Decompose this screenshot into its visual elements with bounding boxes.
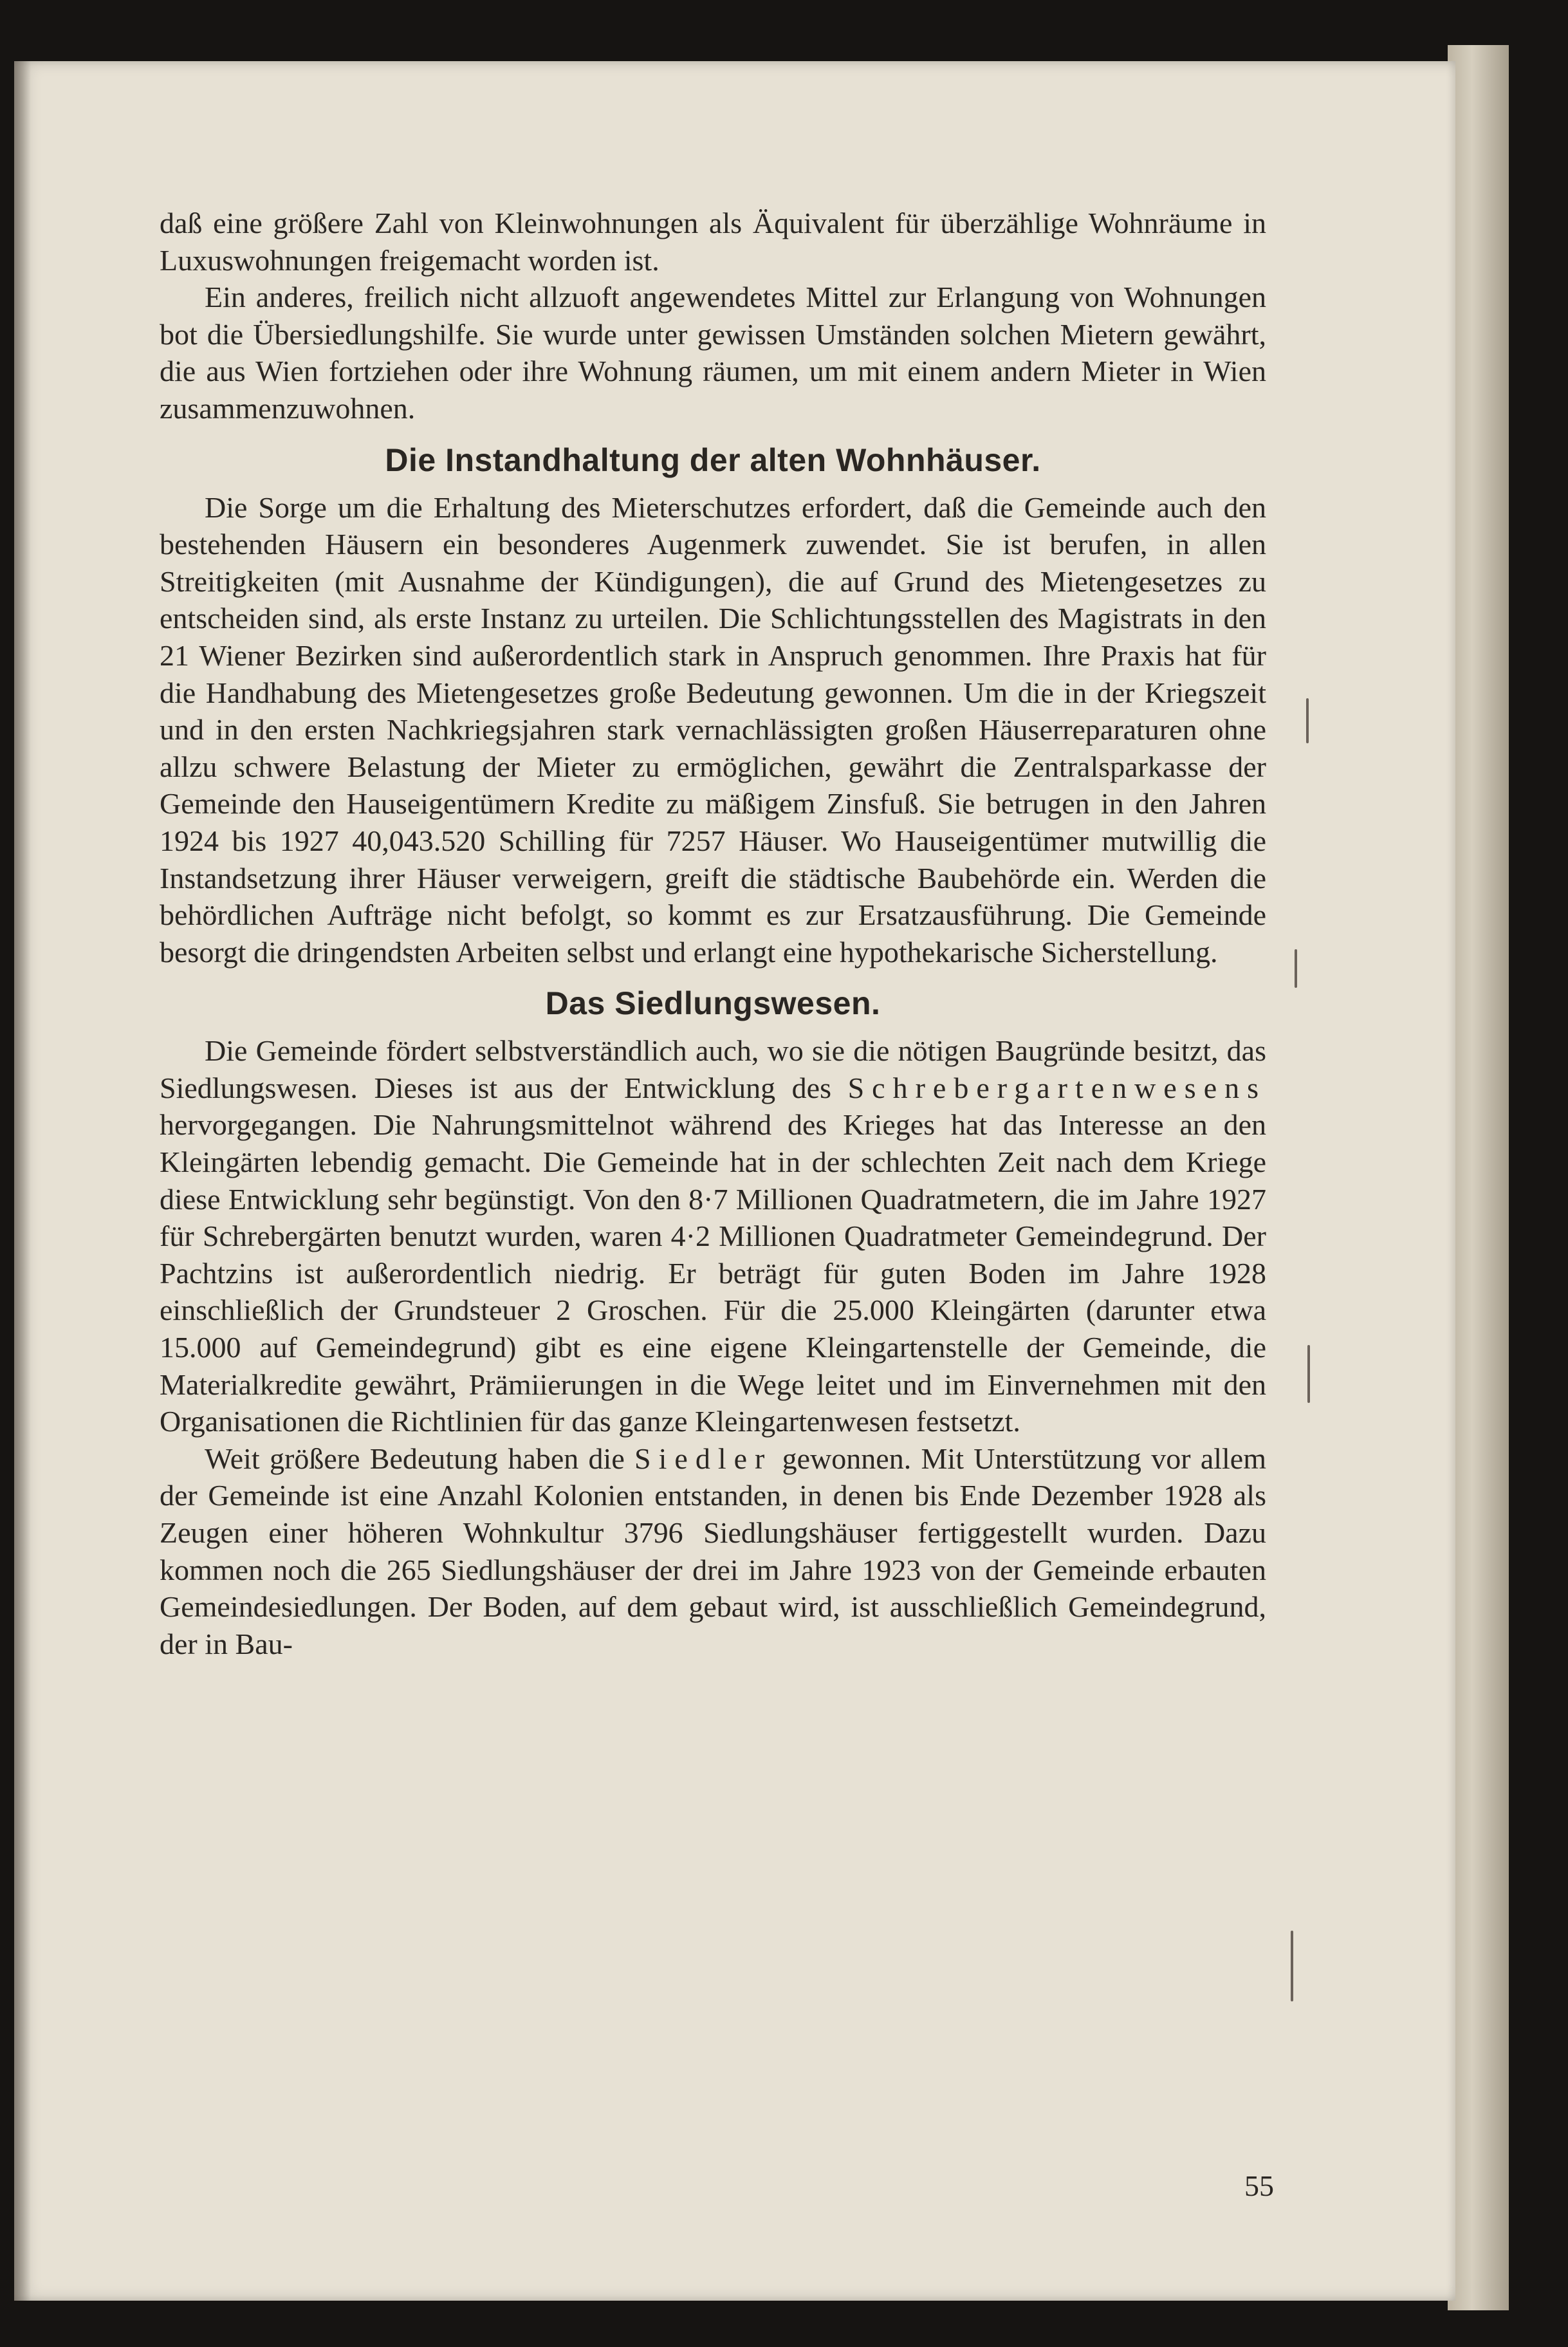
paragraph-siedlungswesen — [160, 1032, 1266, 1440]
paragraph-siedler — [160, 1440, 1266, 1663]
text-run: hervorgegangen. Die Nahrungsmittelnot während des Krieges hat das Interesse an den Kleingärten lebendig gemacht. Die Gemeinde hat in der schlechten Zeit nach dem Kriege diese Entwicklung sehr begünstigt. Von den 8·7 Millionen Quadratmetern, die im Jahre 1927 für Schrebergärten benutzt wurden, waren 4·2 Millionen Quadratmeter Gemeindegrund. Der Pachtzins ist außerordentlich niedrig. Er beträgt für guten Boden im Jahre 1928 einschließlich der Grundsteuer 2 Groschen. Für die 25.000 Kleingärten (darunter etwa 15.000 auf Gemeindegrund) gibt es eine eigene Kleingartenstelle der Gemeinde, die Materialkredite gewährt, Prämiierungen in die Wege leitet und im Einvernehmen mit den Organisationen die Richtlinien für das ganze Kleingartenwesen festsetzt. — [160, 1108, 1266, 1438]
paragraph-continuation: daß eine größere Zahl von Kleinwohnungen als Äquivalent für überzählige Wohnräume in Luxuswohnungen freigemacht worden ist. — [160, 207, 1266, 277]
emphasized-term: Siedler — [634, 1442, 773, 1475]
gutter-shadow — [14, 61, 31, 2301]
paragraph-instandhaltung: Die Sorge um die Erhaltung des Mieterschutzes erfordert, daß die Gemeinde auch den bestehenden Häusern ein besonderes Augenmerk zuwendet. Sie ist berufen, in allen Streitigkeiten (mit Ausnahme der Kündigungen), die auf Grund des Mietengesetzes zu entscheiden sind, als erste Instanz zu urteilen. Die Schlichtungsstellen des Magistrats in den 21 Wiener Bezirken sind außerordentlich stark in Anspruch genommen. Ihre Praxis hat für die Handhabung des Mietengesetzes große Bedeutung gewonnen. Um die in der Kriegszeit und in den ersten Nachkriegsjahren stark vernachlässigten großen Häuserreparaturen ohne allzu schwere Belastung der Mieter zu ermöglichen, gewährt die Zentralsparkasse der Gemeinde den Hauseigentümern Kredite zu mäßigem Zinsfuß. Sie betrugen in den Jahren 1924 bis 1927 40,043.520 Schilling für 7257 Häuser. Wo Hauseigentümer mutwillig die Instandsetzung ihrer Häuser verweigern, greift die städtische Baubehörde ein. Werden die behördlichen Aufträge nicht befolgt, so kommt es zur Ersatzausführung. Die Gemeinde besorgt die dringendsten Arbeiten selbst und erlangt eine hypothekarische Sicherstellung. — [160, 490, 1266, 969]
page-text — [160, 205, 1266, 1662]
margin-pencil-mark — [1295, 949, 1297, 988]
text-run: gewonnen. Mit Unterstützung vor allem der Gemeinde ist eine Anzahl Kolonien entstanden, in denen bis Ende Dezember 1928 als Zeugen einer höheren Wohnkultur 3796 Siedlungshäuser fertiggestellt wurden. Dazu kommen noch die 265 Siedlungshäuser der drei im Jahre 1923 von der Gemeinde erbauten Gemeindesiedlungen. Der Boden, auf dem gebaut wird, ist ausschließlich Gemeindegrund, der in Bau- — [160, 1442, 1267, 1660]
margin-pencil-mark — [1306, 698, 1309, 743]
next-page-edge — [1448, 45, 1509, 2310]
margin-pencil-mark — [1291, 1931, 1293, 2001]
text-run: Die Gemeinde fördert selbstverständlich auch, wo sie die nötigen Baugründe besitzt, das Siedlungswesen. Dieses ist aus der Entwicklung des — [160, 1034, 1266, 1104]
margin-pencil-mark — [1307, 1345, 1310, 1403]
section-heading-siedlungswesen: Das Siedlungswesen. — [545, 985, 881, 1022]
emphasized-term: Schrebergartenwesens — [847, 1071, 1267, 1104]
text-run: Weit größere Bedeutung haben die — [205, 1442, 625, 1475]
page-number: 55 — [1244, 2169, 1274, 2202]
section-heading-instandhaltung: Die Instandhaltung der alten Wohnhäuser. — [385, 441, 1041, 478]
paragraph-uebersiedlungshilfe: Ein anderes, freilich nicht allzuoft angewendetes Mittel zur Erlangung von Wohnungen bot die Übersiedlungshilfe. Sie wurde unter gewissen Umständen solchen Mietern gewährt, die aus Wien fortziehen oder ihre Wohnung räumen, um mit einem andern Mieter in Wien zusammenzuwohnen. — [160, 281, 1266, 425]
